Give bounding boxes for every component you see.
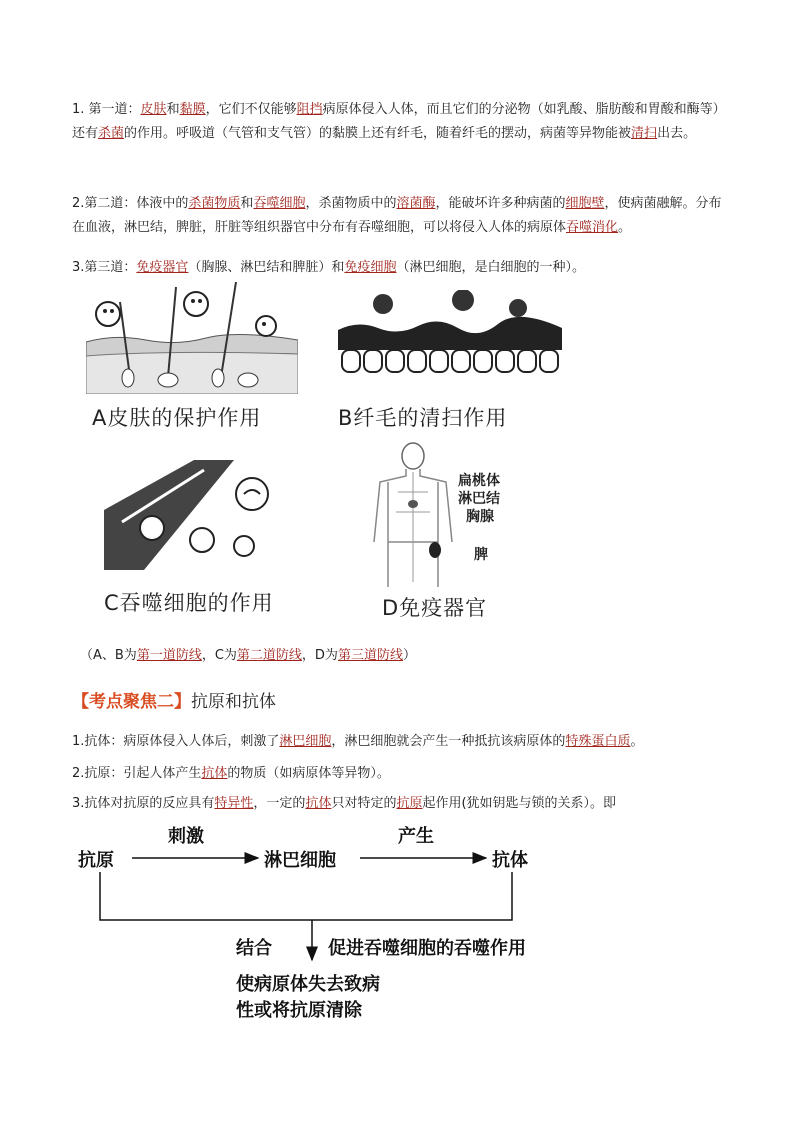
label-spleen: 脾: [474, 547, 488, 563]
hl-skin: 皮肤: [140, 102, 167, 117]
antibody-definition: 1.抗体：病原体侵入人体后，刺激了淋巴细胞，淋巴细胞就会产生一种抵抗该病原体的特殊蛋白质。: [72, 734, 644, 749]
flow-combine: 结合: [236, 938, 272, 959]
hl-bactericidal: 杀菌物质: [188, 196, 241, 211]
paragraph-third-line: 3.第三道：免疫器官（胸腺、淋巴结和脾脏）和免疫细胞（淋巴细胞，是白细胞的一种）。: [72, 260, 585, 275]
flow-produce: 产生: [398, 826, 434, 847]
hl-first-line: 第一道防线: [136, 648, 202, 663]
flow-promote: 促进吞噬细胞的吞噬作用: [328, 938, 526, 959]
hl-antibody-2: 抗体: [305, 796, 332, 811]
section-tag: 【考点聚焦二】: [72, 692, 191, 712]
figure-b-cilia: [338, 290, 562, 390]
figure-c-caption: C吞噬细胞的作用: [104, 591, 274, 615]
defense-line-note: （A、B为第一道防线，C为第二道防线，D为第三道防线）: [80, 648, 416, 663]
figure-c-phagocyte: [104, 460, 284, 570]
paragraph-first-line: 1. 第一道：皮肤和黏膜，它们不仅能够阻挡病原体侵入人体，而且它们的分泌物（如乳酸、脂肪酸和胃酸和酶等）还有杀菌的作用。呼吸道（气管和支气管）的黏膜上还有纤毛，随着纤毛的摆动，病菌等异物能被清扫出去。: [72, 102, 726, 141]
hl-immune-cell: 免疫细胞: [344, 260, 397, 275]
hl-phagocyte: 吞噬细胞: [253, 196, 306, 211]
hl-lymphocyte: 淋巴细胞: [279, 734, 332, 749]
flow-result-2: 性或将抗原清除: [236, 1000, 362, 1021]
figure-a-skin: [86, 282, 298, 394]
bracket-line: [100, 872, 512, 920]
hl-second-line: 第二道防线: [236, 648, 302, 663]
figure-a-caption: A皮肤的保护作用: [92, 406, 262, 430]
paragraph-second-line: 2.第二道：体液中的杀菌物质和吞噬细胞，杀菌物质中的溶菌酶，能破坏许多种病菌的细胞壁，使病菌融解。分布在血液，淋巴结，脾脏，肝脏等组织器官中分布有吞噬细胞，可以将侵入人体的病原体吞噬消化。: [72, 196, 722, 235]
figure-d-immune-organs: [368, 442, 458, 592]
antigen-flow-diagram: [0, 820, 794, 1020]
section-heading: [72, 687, 276, 712]
figure-d-caption: D免疫器官: [382, 596, 488, 620]
hl-lysozyme: 溶菌酶: [396, 196, 436, 211]
label-lymph-node: 淋巴结: [458, 491, 500, 507]
flow-result-1: 使病原体失去致病: [236, 974, 380, 995]
label-tonsil: 扁桃体: [458, 473, 500, 489]
hl-kill-bacteria: 杀菌: [98, 126, 125, 141]
hl-block: 阻挡: [296, 102, 323, 117]
antigen-definition: 2.抗原：引起人体产生抗体的物质（如病原体等异物）。: [72, 766, 390, 781]
hl-third-line: 第三道防线: [337, 648, 403, 663]
hl-mucosa: 黏膜: [179, 102, 206, 117]
hl-specificity: 特异性: [214, 796, 254, 811]
flow-antibody: 抗体: [492, 850, 528, 871]
label-thymus: 胸腺: [466, 509, 494, 525]
hl-immune-organ: 免疫器官: [136, 260, 189, 275]
specificity-text: 3.抗体对抗原的反应具有特异性，一定的抗体只对特定的抗原起作用(犹如钥匙与锁的关系）。即: [72, 796, 617, 811]
hl-phagocytose: 吞噬消化: [566, 220, 619, 235]
figure-b-caption: B纤毛的清扫作用: [338, 406, 508, 430]
flow-lymphocyte: 淋巴细胞: [264, 850, 336, 871]
flow-antigen: 抗原: [78, 850, 114, 871]
section-title: 抗原和抗体: [191, 692, 276, 712]
hl-special-protein: 特殊蛋白质: [565, 734, 631, 749]
hl-cell-wall: 细胞壁: [565, 196, 605, 211]
flow-stimulate: 刺激: [168, 826, 204, 847]
hl-antigen: 抗原: [396, 796, 423, 811]
hl-antibody: 抗体: [201, 766, 228, 781]
hl-sweep: 清扫: [631, 126, 658, 141]
